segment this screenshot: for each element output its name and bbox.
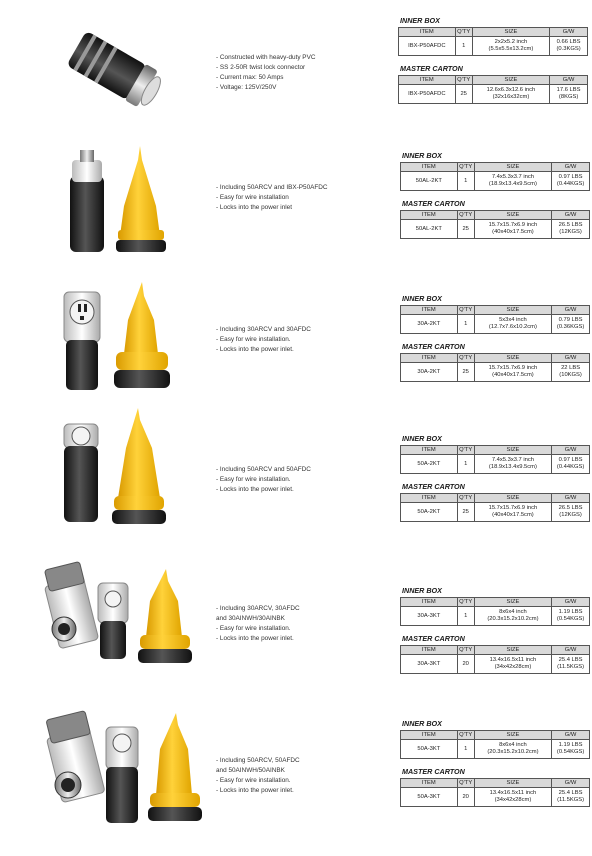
- col-size: SIZE: [474, 646, 551, 655]
- inner-box-heading: INNER BOX: [400, 16, 440, 25]
- cell-gw: 1.19 LBS (0.54KGS): [552, 607, 590, 626]
- col-qty: Q'TY: [459, 732, 473, 738]
- cell-item: 30A-3KT: [401, 607, 458, 626]
- cell-size: 15.7x15.7x6.9 inch (40x40x17.5cm): [474, 220, 551, 239]
- feature-item: - Including 50ARCV and 50AFDC: [216, 466, 311, 473]
- product-image: [28, 408, 208, 528]
- cell-size: 7.4x5.3x3.7 inch (18.9x13.4x9.5cm): [474, 172, 551, 191]
- col-gw: G/W: [552, 354, 590, 363]
- cell-item: 30A-3KT: [401, 655, 458, 674]
- col-gw: G/W: [552, 494, 590, 503]
- col-size: SIZE: [474, 731, 551, 740]
- col-item: ITEM: [401, 446, 458, 455]
- col-gw: G/W: [552, 446, 590, 455]
- col-item: ITEM: [401, 598, 458, 607]
- feature-item: - Easy for wire installation: [216, 194, 289, 201]
- cell-size: 8x6x4 inch (20.3x15.2x10.2cm): [474, 740, 551, 759]
- cell-qty: 25: [457, 220, 474, 239]
- cell-gw: 0.66 LBS (0.3KGS): [550, 37, 588, 56]
- inner-box-table: [400, 730, 590, 759]
- cell-size: 13.4x16.5x11 inch (34x42x28cm): [474, 655, 551, 674]
- col-gw: G/W: [552, 306, 590, 315]
- inner-box-table: [400, 305, 590, 334]
- cell-qty: 20: [457, 655, 474, 674]
- col-gw: G/W: [552, 779, 590, 788]
- cell-qty: 1: [457, 172, 474, 191]
- cell-size: 12.6x6.3x12.6 inch (32x16x32cm): [472, 85, 549, 104]
- inner-box-heading: INNER BOX: [402, 294, 442, 303]
- col-qty: Q'TY: [459, 495, 473, 501]
- product-image: [28, 282, 208, 402]
- cell-item: 50A-2KT: [401, 455, 458, 474]
- cell-qty: 20: [457, 788, 474, 807]
- cell-gw: 25.4 LBS (11.5KGS): [552, 655, 590, 674]
- cell-gw: 17.6 LBS (8KGS): [550, 85, 588, 104]
- col-qty: Q'TY: [459, 164, 473, 170]
- cell-gw: 22 LBS (10KGS): [552, 363, 590, 382]
- inner-box-heading: INNER BOX: [402, 151, 442, 160]
- master-carton-heading: MASTER CARTON: [402, 199, 465, 208]
- col-size: SIZE: [474, 598, 551, 607]
- col-item: ITEM: [399, 76, 456, 85]
- inner-box-heading: INNER BOX: [402, 719, 442, 728]
- col-qty: Q'TY: [459, 599, 473, 605]
- col-size: SIZE: [474, 211, 551, 220]
- cell-qty: 1: [457, 315, 474, 334]
- cell-item: 50AL-2KT: [401, 172, 458, 191]
- cell-item: 50A-3KT: [401, 788, 458, 807]
- feature-list: [216, 604, 386, 644]
- col-size: SIZE: [474, 446, 551, 455]
- cell-qty: 1: [457, 455, 474, 474]
- inner-box-heading: INNER BOX: [402, 434, 442, 443]
- master-carton-heading: MASTER CARTON: [402, 482, 465, 491]
- col-qty: Q'TY: [459, 447, 473, 453]
- cell-gw: 26.5 LBS (12KGS): [552, 220, 590, 239]
- feature-item: - Easy for wire installation.: [216, 336, 291, 343]
- inner-box-table: [400, 445, 590, 474]
- cell-size: 13.4x16.5x11 inch (34x42x28cm): [474, 788, 551, 807]
- master-carton-heading: MASTER CARTON: [400, 64, 463, 73]
- col-gw: G/W: [552, 211, 590, 220]
- cell-gw: 1.19 LBS (0.54KGS): [552, 740, 590, 759]
- col-gw: G/W: [550, 28, 588, 37]
- col-gw: G/W: [552, 163, 590, 172]
- product-image: [28, 557, 208, 677]
- feature-item: - Including 30ARCV and 30AFDC: [216, 326, 311, 333]
- feature-item: - Including 50ARCV, 50AFDC and 50AINWH/50AINBK: [216, 757, 300, 774]
- master-carton-heading: MASTER CARTON: [402, 634, 465, 643]
- col-size: SIZE: [474, 779, 551, 788]
- feature-item: - SS 2-50R twist lock connector: [216, 64, 306, 71]
- cell-gw: 0.79 LBS (0.36KGS): [552, 315, 590, 334]
- cell-qty: 25: [457, 363, 474, 382]
- cell-size: 7.4x5.3x3.7 inch (18.9x13.4x9.5cm): [474, 455, 551, 474]
- inner-box-table: [400, 597, 590, 626]
- feature-item: - Current max: 50 Amps: [216, 74, 284, 81]
- col-qty: Q'TY: [459, 647, 473, 653]
- cell-item: 50A-2KT: [401, 503, 458, 522]
- cell-item: 30A-2KT: [401, 363, 458, 382]
- cell-size: 2x2x5.2 inch (5.5x5.5x13.2cm): [472, 37, 549, 56]
- col-qty: Q'TY: [459, 212, 473, 218]
- col-qty: Q'TY: [459, 355, 473, 361]
- col-size: SIZE: [474, 354, 551, 363]
- col-item: ITEM: [401, 163, 458, 172]
- col-item: ITEM: [401, 779, 458, 788]
- col-qty: Q'TY: [459, 307, 473, 313]
- master-carton-table: [400, 493, 590, 522]
- cell-size: 15.7x15.7x6.9 inch (40x40x17.5cm): [474, 503, 551, 522]
- col-size: SIZE: [472, 28, 549, 37]
- cell-qty: 1: [455, 37, 472, 56]
- feature-list: [216, 325, 386, 355]
- product-image: [28, 10, 208, 130]
- cell-item: 50A-3KT: [401, 740, 458, 759]
- master-carton-table: [400, 645, 590, 674]
- feature-item: - Locks into the power inlet.: [216, 486, 294, 493]
- inner-box-heading: INNER BOX: [402, 586, 442, 595]
- col-size: SIZE: [474, 163, 551, 172]
- feature-item: - Easy for wire installation.: [216, 476, 291, 483]
- cell-item: IBX-P50AFDC: [399, 85, 456, 104]
- cell-qty: 1: [457, 607, 474, 626]
- feature-item: - Locks into the power inlet.: [216, 635, 294, 642]
- feature-item: - Easy for wire installation.: [216, 777, 291, 784]
- col-item: ITEM: [401, 731, 458, 740]
- inner-box-table: [398, 27, 588, 56]
- master-carton-table: [400, 210, 590, 239]
- feature-list: [216, 465, 386, 495]
- cell-size: 8x6x4 inch (20.3x15.2x10.2cm): [474, 607, 551, 626]
- feature-item: - Including 50ARCV and IBX-P50AFDC: [216, 184, 328, 191]
- cell-item: 50AL-2KT: [401, 220, 458, 239]
- cell-gw: 0.97 LBS (0.44KGS): [552, 172, 590, 191]
- feature-item: - Including 30ARCV, 30AFDC and 30AINWH/30AINBK: [216, 605, 300, 622]
- feature-list: [216, 53, 386, 93]
- cell-qty: 1: [457, 740, 474, 759]
- col-item: ITEM: [401, 306, 458, 315]
- feature-list: [216, 183, 386, 213]
- col-gw: G/W: [552, 731, 590, 740]
- col-item: ITEM: [401, 211, 458, 220]
- feature-list: [216, 756, 386, 796]
- col-size: SIZE: [474, 306, 551, 315]
- cell-gw: 26.5 LBS (12KGS): [552, 503, 590, 522]
- feature-item: - Voltage: 125V/250V: [216, 84, 277, 91]
- master-carton-heading: MASTER CARTON: [402, 767, 465, 776]
- col-size: SIZE: [472, 76, 549, 85]
- product-image: [28, 709, 208, 829]
- inner-box-table: [400, 162, 590, 191]
- feature-item: - Constructed with heavy-duty PVC: [216, 54, 316, 61]
- cell-qty: 25: [457, 503, 474, 522]
- cell-qty: 25: [455, 85, 472, 104]
- feature-item: - Locks into the power inlet.: [216, 787, 294, 794]
- col-qty: Q'TY: [457, 77, 471, 83]
- product-image: [28, 146, 208, 266]
- col-qty: Q'TY: [457, 29, 471, 35]
- cell-item: 30A-2KT: [401, 315, 458, 334]
- col-gw: G/W: [552, 646, 590, 655]
- cell-gw: 25.4 LBS (11.5KGS): [552, 788, 590, 807]
- master-carton-table: [400, 353, 590, 382]
- col-item: ITEM: [401, 494, 458, 503]
- col-size: SIZE: [474, 494, 551, 503]
- master-carton-heading: MASTER CARTON: [402, 342, 465, 351]
- col-gw: G/W: [552, 598, 590, 607]
- master-carton-table: [398, 75, 588, 104]
- col-item: ITEM: [401, 646, 458, 655]
- cell-item: IBX-P50AFDC: [399, 37, 456, 56]
- feature-item: - Locks into the power inlet: [216, 204, 293, 211]
- feature-item: - Easy for wire installation.: [216, 625, 291, 632]
- cell-gw: 0.97 LBS (0.44KGS): [552, 455, 590, 474]
- cell-size: 5x3x4 inch (12.7x7.6x10.2cm): [474, 315, 551, 334]
- cell-size: 15.7x15.7x6.9 inch (40x40x17.5cm): [474, 363, 551, 382]
- col-item: ITEM: [399, 28, 456, 37]
- col-item: ITEM: [401, 354, 458, 363]
- feature-item: - Locks into the power inlet.: [216, 346, 294, 353]
- master-carton-table: [400, 778, 590, 807]
- col-gw: G/W: [550, 76, 588, 85]
- col-qty: Q'TY: [459, 780, 473, 786]
